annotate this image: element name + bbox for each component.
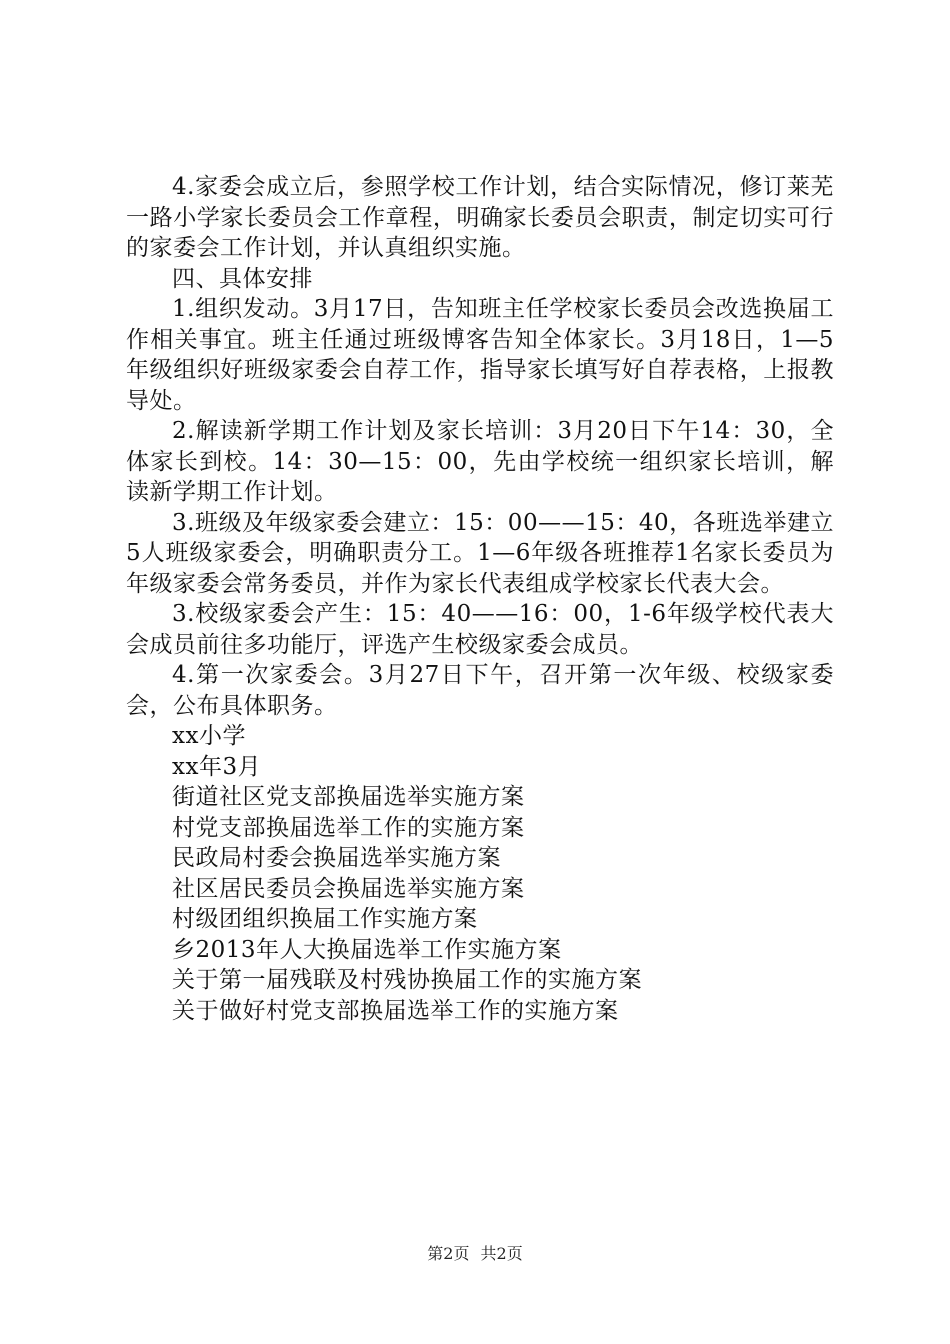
paragraph-first-meeting: 4.第一次家委会。3月27日下午，召开第一次年级、校级家委会，公布具体职务。: [126, 662, 834, 719]
current-page-number: 第2页: [427, 1244, 470, 1263]
section-heading-schedule: 四、具体安排: [172, 265, 313, 292]
related-title-item: 社区居民委员会换届选举实施方案: [172, 875, 525, 902]
document-body: [126, 172, 834, 1026]
signature-date: xx年3月: [172, 753, 262, 780]
related-title-item: 关于做好村党支部换届选举工作的实施方案: [172, 997, 619, 1024]
paragraph-class-committee: 3.班级及年级家委会建立：15：00——15：40，各班选举建立5人班级家委会，明确职责分工。1—6年级各班推荐1名家长委员为年级家委会常务委员，并作为家长代表组成学校家长代表大会。: [126, 509, 834, 597]
signature-school: xx小学: [172, 723, 246, 749]
page-footer: [0, 1244, 950, 1264]
related-title-item: 村党支部换届选举工作的实施方案: [172, 814, 525, 841]
total-page-count: 共2页: [480, 1244, 523, 1263]
related-title-item: 关于第一届残联及村残协换届工作的实施方案: [172, 967, 642, 993]
related-title-item: 街道社区党支部换届选举实施方案: [172, 784, 525, 810]
paragraph-mobilization: 1.组织发动。3月17日，告知班主任学校家长委员会改选换届工作相关事宜。班主任通过班级博客告知全体家长。3月18日，1—5年级组织好班级家委会自荐工作，指导家长填写好自荐表格，上报教导处。: [126, 296, 834, 414]
related-title-item: 民政局村委会换届选举实施方案: [172, 845, 501, 871]
related-title-item: 乡2013年人大换届选举工作实施方案: [172, 936, 562, 963]
paragraph-school-committee: 3.校级家委会产生：15：40——16：00，1-6年级学校代表大会成员前往多功能厅，评选产生校级家委会成员。: [126, 601, 834, 658]
related-titles-list: [126, 782, 834, 1026]
paragraph-family-committee-plan: 4.家委会成立后，参照学校工作计划，结合实际情况，修订莱芜一路小学家长委员会工作章程，明确家长委员会职责，制定切实可行的家委会工作计划，并认真组织实施。: [126, 174, 834, 261]
related-title-item: 村级团组织换届工作实施方案: [172, 906, 478, 932]
paragraph-training: 2.解读新学期工作计划及家长培训：3月20日下午14：30，全体家长到校。14：30—15：00，先由学校统一组织家长培训，解读新学期工作计划。: [126, 418, 834, 505]
